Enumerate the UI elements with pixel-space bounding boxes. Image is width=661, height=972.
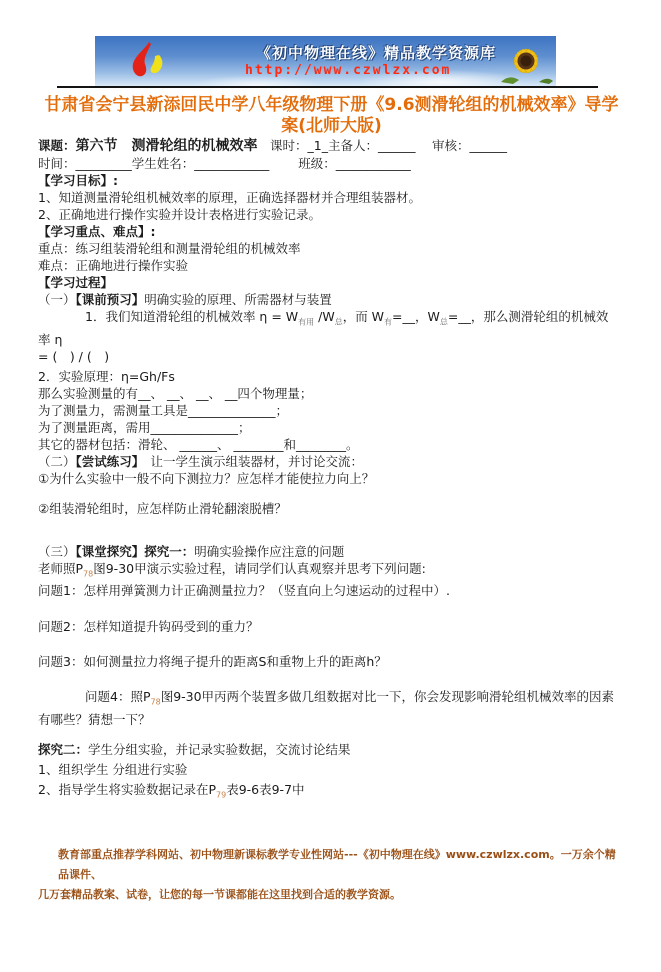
goals-header: 【学习目标】: <box>38 173 118 188</box>
section-1-rest: 明确实验的原理、所需器材与装置 <box>144 292 332 307</box>
footer-line: 教育部重点推荐学科网站、初中物理新课标教学专业性网站---《初中物理在线》www.czwlzx.com。一万余个精品课件、 <box>58 848 616 881</box>
record-text: 2、指导学生将实验数据记录在P <box>38 781 216 797</box>
formula-text: ，而 W <box>342 309 385 324</box>
site-title: 《初中物理在线》精品教学资源库 <box>255 44 496 62</box>
czwlzx-logo-icon <box>119 39 175 86</box>
formula-sub: 总 <box>334 317 343 327</box>
section-3-tag: 【课堂探究】 <box>75 543 145 559</box>
process-header: 【学习过程】 <box>38 275 114 290</box>
section-3-rest: 明确实验操作应注意的问题 <box>194 543 345 559</box>
focus-header: 【学习重点、难点】: <box>38 224 156 239</box>
footer-line: 几万套精品教案、试卷，让您的每一节课都能在这里找到合适的教学资源。 <box>38 888 401 901</box>
meta-rest: 课时：_1_主备人：______ 审核：______ <box>257 138 507 153</box>
distance-tool-line: 为了测量距离，需用______________； <box>38 419 251 435</box>
site-url-link[interactable]: http://www.czwlzx.com <box>245 63 452 78</box>
preview-formula-line <box>38 308 619 348</box>
problem-3: 问题3：如何测量拉力将绳子提升的距离S和重物上升的距离h？ <box>38 654 387 669</box>
banner-divider <box>57 86 598 88</box>
section-2-tag: 【尝试练习】 <box>75 453 139 469</box>
section-2-title <box>38 453 619 470</box>
document-title: 甘肃省会宁县新添回民中学八年级物理下册《9.6测滑轮组的机械效率》导学案(北师大版) <box>44 95 619 136</box>
problem-4-text: 图9-30甲丙两个装置多做几组数据对比一下，你会发现影响滑轮组机械效率的因素有哪些？猜想一下？ <box>38 689 615 727</box>
principle-line: 2．实验原理：η=Gh/Fs <box>38 368 175 384</box>
formula-sub: 有用 <box>298 317 315 327</box>
other-tools-line: 其它的器材包括：滑轮、 ______、 ________和________。 <box>38 436 359 452</box>
inquiry-2-rest: 学生分组实验，并记录实验数据，交流讨论结果 <box>88 741 351 757</box>
formula-text: 1．我们知道滑轮组的机械效率 η = W <box>85 309 299 324</box>
force-tool-line: 为了测量力，需测量工具是______________； <box>38 402 289 418</box>
page-subscript: 78 <box>83 569 94 578</box>
formula-text: =__，那么测滑轮组的机械效率 η <box>38 309 609 347</box>
try-question-1: ①为什么实验中一般不向下测拉力？应怎样才能使拉力向上？ <box>38 470 375 486</box>
page-subscript: 78 <box>150 697 161 707</box>
section-2-rest: 让一学生演示组装器材，并讨论交流： <box>138 453 364 469</box>
section-3-num: （三） <box>38 543 76 559</box>
meta-line-student: 时间：_________学生姓名：____________ 班级：____________ <box>38 156 411 171</box>
page-subscript: 79 <box>216 790 227 799</box>
topic-value: 第六节 测滑轮组的机械效率 <box>75 138 258 154</box>
formula-sub: 有 <box>384 317 393 327</box>
record-text: 表9-6表9-7中 <box>226 781 305 797</box>
document-body <box>0 137 661 905</box>
inquiry-2-label: 探究二： <box>38 741 89 757</box>
problem-4-text: 问题4：照P <box>85 689 151 704</box>
problem-2: 问题2：怎样知道提升钩码受到的重力？ <box>38 619 259 634</box>
problem-1: 问题1：怎样用弹簧测力计正确测量拉力？（竖直向上匀速运动的过程中）. <box>38 583 450 598</box>
teacher-demo-line <box>38 560 619 583</box>
sunflower-icon <box>499 36 553 86</box>
quantities-line: 那么实验测量的有__、 __、 __、 __四个物理量； <box>38 385 313 401</box>
site-footer <box>38 845 619 905</box>
section-1-title <box>38 291 619 308</box>
teacher-text: 图9-30甲演示实验过程，请同学们认真观察并思考下列问题: <box>93 560 426 576</box>
formula-text: /W <box>314 309 335 324</box>
inquiry-1-label: 探究一： <box>144 543 195 559</box>
focus-item: 重点：练习组装滑轮组和测量滑轮组的机械效率 <box>38 241 301 256</box>
topic-label: 课题： <box>38 138 76 153</box>
organize-line: 1、组织学生 分组进行实验 <box>38 761 188 777</box>
teacher-text: 老师照P <box>38 560 84 576</box>
try-question-2: ②组装滑轮组时，应怎样防止滑轮翻滚脱槽？ <box>38 500 287 516</box>
section-1-tag: 【课前预习】 <box>75 292 145 307</box>
section-3-title <box>38 543 619 560</box>
formula-text: =__，W <box>392 309 440 324</box>
site-banner <box>95 36 556 86</box>
section-2-num: （二） <box>38 453 76 469</box>
inquiry-2-title <box>38 741 619 758</box>
problem-4 <box>38 688 619 728</box>
focus-item: 难点：正确地进行操作实验 <box>38 258 189 273</box>
meta-line-topic <box>38 137 619 155</box>
formula-sub: 总 <box>439 317 448 327</box>
goal-item: 1、知道测量滑轮组机械效率的原理，正确选择器材并合理组装器材。 <box>38 190 421 205</box>
record-line <box>38 781 619 804</box>
section-1-num: （一） <box>38 292 76 307</box>
preview-formula-cont: = ( ) / ( ) <box>38 348 110 364</box>
goal-item: 2、正确地进行操作实验并设计表格进行实验记录。 <box>38 207 321 222</box>
